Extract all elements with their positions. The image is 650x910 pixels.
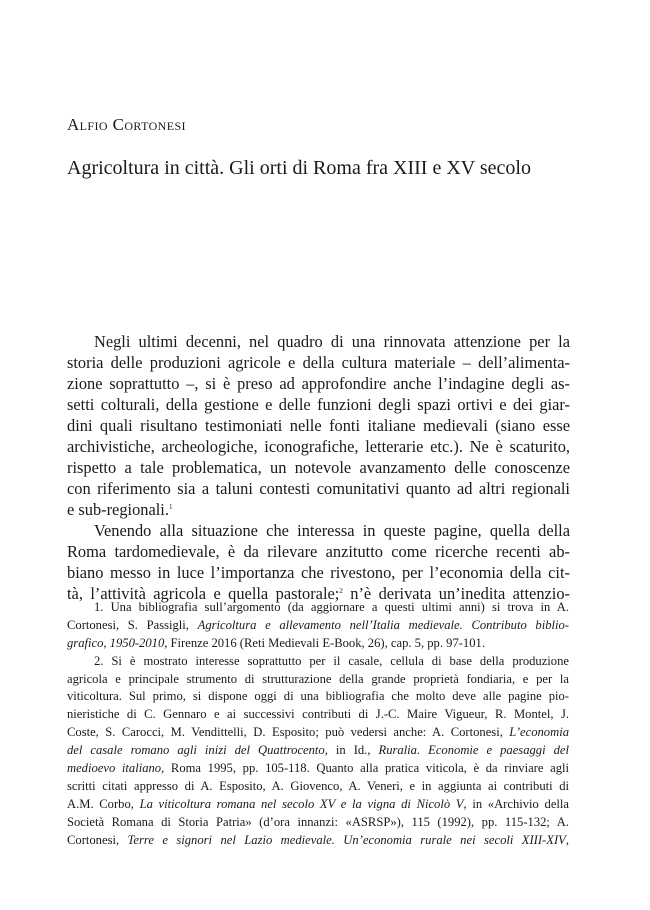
body-line: zione soprattutto –, si è preso ad approfondire anche l’indagine degli as- [67, 374, 570, 393]
body-line: Roma tardomedievale, è da rilevare anzitutto come ricerche recenti ab- [67, 542, 570, 561]
footnote-line: scritti citati appresso di A. Esposito, A. Giovenco, A. Veneri, e in aggiunta ai contributi di [67, 778, 569, 793]
footnote-line: medioevo italiano, Roma 1995, pp. 105-118. Quanto alla pratica viticola, è da rinviare agli [67, 761, 569, 776]
footnote-line: grafico, 1950-2010, Firenze 2016 (Reti Medievali E-Book, 26), cap. 5, pp. 97-101. [67, 635, 485, 650]
footnote-line: Cortonesi, Terre e signori nel Lazio medievale. Un’economia rurale nei secoli XIII-XIV, [67, 832, 569, 847]
body-line: archivistiche, archeologiche, iconografiche, letterarie etc.). Ne è scaturito, [67, 437, 570, 456]
body-line: tà, l’attività agricola e quella pastorale;$^2$ n’è derivata un’inedita attenzio- [67, 584, 570, 603]
footnote-line: 1. Una bibliografia sull’argomento (da aggiornare a questi ultimi anni) si trova in A. [94, 600, 569, 614]
footnote-line: agricola e principale strumento di strutturazione della grande proprietà fondiaria, e per la [67, 671, 569, 686]
body-line: Venendo alla situazione che interessa in queste pagine, quella della [94, 521, 570, 540]
body-line: con riferimento sia a taluni contesti comunitativi quanto ad altri regionali [67, 479, 570, 498]
body-line: storia delle produzioni agricole e della cultura materiale – dell’alimenta- [67, 353, 570, 372]
footnote-ref[interactable]: 2 [339, 587, 343, 595]
footnotes [67, 599, 569, 849]
footnote-line: viticoltura. Sul primo, si dispone oggi di una bibliografia che molto deve alle pagine pio- [67, 689, 569, 704]
article-title: Agricoltura in città. Gli orti di Roma fra XIII e XV secolo [67, 157, 531, 179]
body-line: dini quali risultano testimoniati nelle fonti italiane medievali (siano esse [67, 416, 570, 435]
body-line: biano messo in luce l’importanza che rivestono, per l’economia della cit- [67, 563, 570, 582]
footnote-ref[interactable]: 1 [168, 503, 173, 511]
body-line: rispetto a tale problematica, un notevole avanzamento delle conoscenze [67, 458, 570, 477]
footnote-line: A.M. Corbo, La viticoltura romana nel secolo XV e la vigna di Nicolò V, in «Archivio della [67, 796, 569, 811]
footnote-line: 2. Si è mostrato interesse soprattutto per il casale, cellula di base della produzione [94, 653, 569, 668]
footnote-line: Cortonesi, S. Passigli, Agricoltura e allevamento nell’Italia medievale. Contributo biblio- [67, 617, 570, 632]
footnote-line: Società Romana di Storia Patria» (d’ora innanzi: «ASRSP»), 115 (1992), pp. 115-132; A. [67, 814, 569, 829]
main-text [67, 331, 570, 604]
footnote-line: nieristiche di C. Gennaro e ai successivi contributi di J.-C. Maire Vigueur, R. Montel, J. [67, 707, 569, 722]
body-line: Negli ultimi decenni, nel quadro di una rinnovata attenzione per la [94, 332, 570, 351]
body-line: setti colturali, della gestione e delle funzioni degli spazi ortivi e dei giar- [67, 395, 570, 414]
footnote-line: del casale romano agli inizi del Quattrocento, in Id., Ruralia. Economie e paesaggi del [67, 743, 569, 758]
footnote-line: Coste, S. Carocci, M. Vendittelli, D. Esposito; può vedersi anche: A. Cortonesi, L’economia [67, 725, 569, 740]
author-name: Alfio Cortonesi [67, 115, 186, 134]
body-line: e sub-regionali.$^1$ [67, 500, 173, 519]
